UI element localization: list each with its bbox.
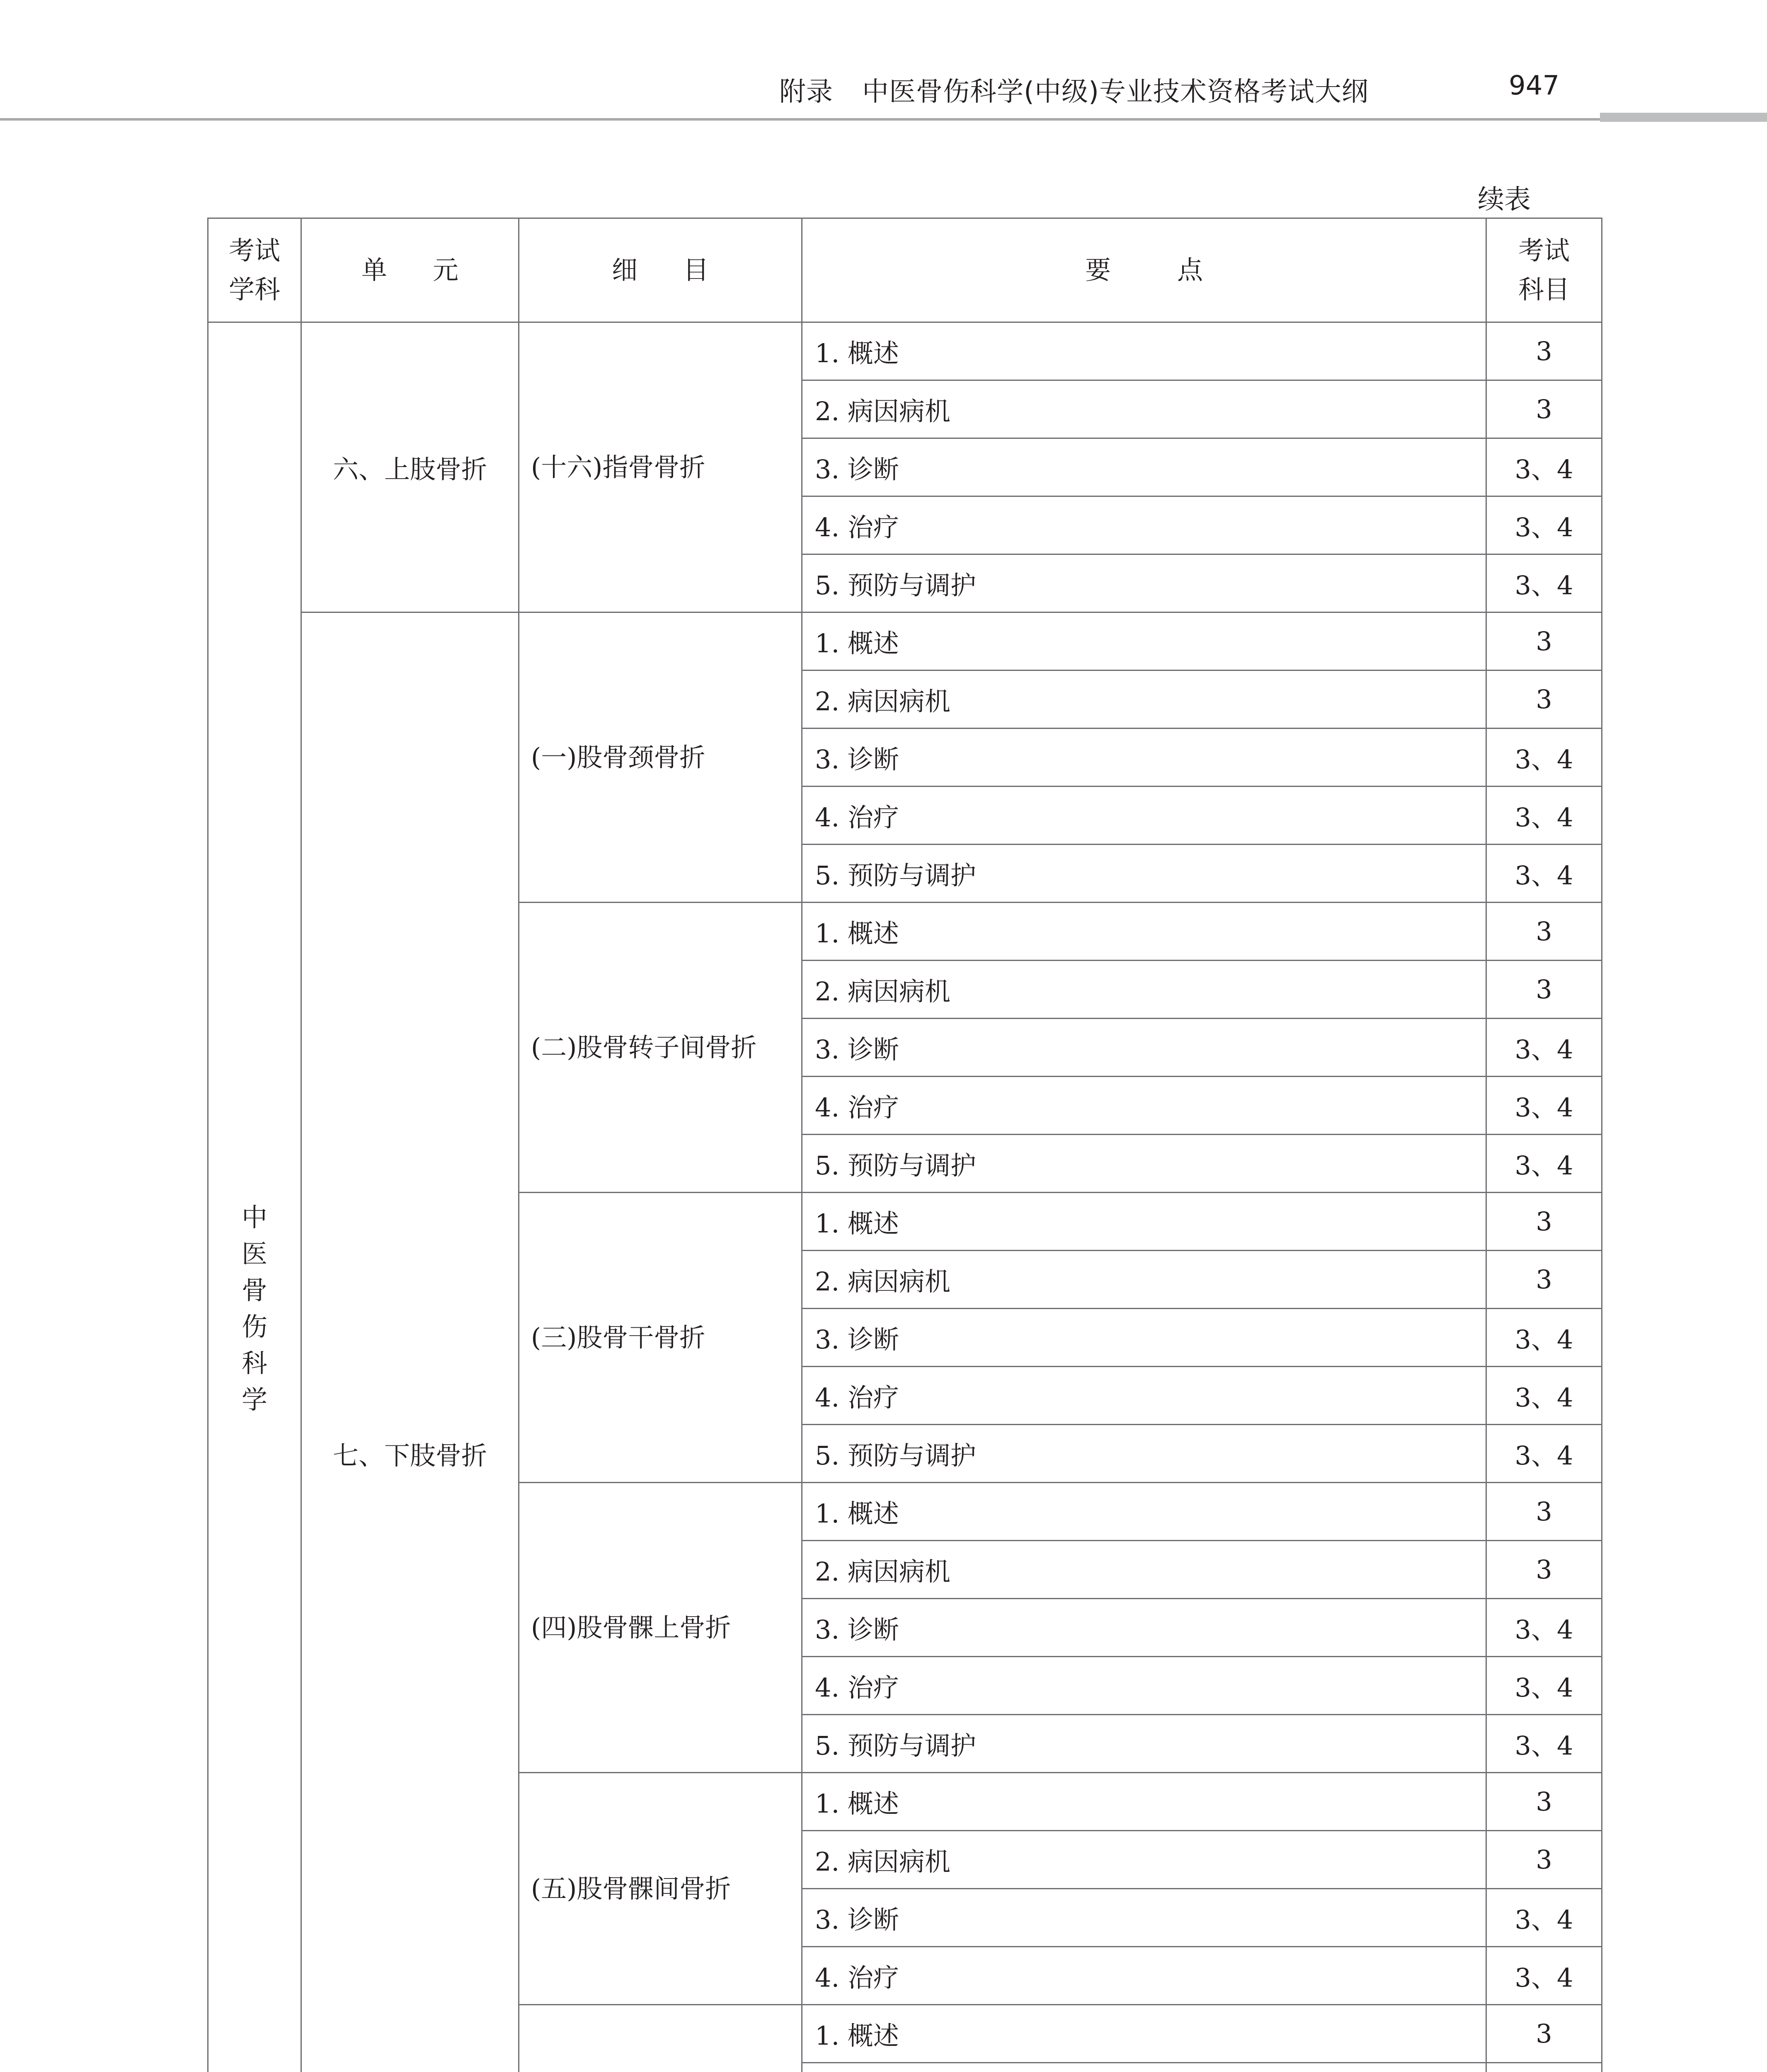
level-cell: 3: [1486, 2005, 1602, 2063]
level-cell: 3、4: [1486, 1077, 1602, 1135]
level-cell: 3: [1486, 1773, 1602, 1831]
unit-cell: 六、上肢骨折: [301, 322, 519, 612]
level-cell: 3、4: [1486, 1367, 1602, 1425]
point-cell: 2. 病因病机: [802, 961, 1486, 1019]
table-header-row: [208, 218, 1602, 322]
level-cell: 3: [1486, 1193, 1602, 1251]
level-cell: 3、4: [1486, 496, 1602, 554]
point-cell: 3. 诊断: [802, 438, 1486, 496]
point-cell: 4. 治疗: [802, 787, 1486, 845]
level-cell: 3: [1486, 961, 1602, 1019]
item-cell: (五)股骨髁间骨折: [519, 1773, 802, 2005]
column-header-subject: 考试 学科: [208, 218, 301, 322]
level-cell: 3: [1486, 1483, 1602, 1541]
level-cell: 3: [1486, 612, 1602, 670]
header-accent-bar: [1600, 113, 1767, 122]
point-cell: 4. 治疗: [802, 1367, 1486, 1425]
column-header-point: 要 点: [802, 218, 1486, 322]
level-cell: 3、4: [1486, 1715, 1602, 1773]
point-cell: 2. 病因病机: [802, 1251, 1486, 1309]
point-cell: 2. 病因病机: [802, 380, 1486, 438]
point-cell: 1. 概述: [802, 1483, 1486, 1541]
running-header: [0, 0, 1767, 124]
continued-label: 续表: [1478, 184, 1531, 215]
level-cell: 3: [1486, 380, 1602, 438]
level-cell: 3: [1486, 1541, 1602, 1599]
header-title: [779, 70, 1369, 109]
level-cell: 3: [1486, 670, 1602, 729]
point-cell: 1. 概述: [802, 2005, 1486, 2063]
level-cell: 3: [1486, 1831, 1602, 1889]
header-book-title: 中医骨伤科学(中级)专业技术资格考试大纲: [862, 77, 1369, 107]
point-cell: 1. 概述: [802, 903, 1486, 961]
table-row: [208, 612, 1602, 670]
level-cell: 3、4: [1486, 554, 1602, 612]
level-cell: 3: [1486, 903, 1602, 961]
point-cell: 5. 预防与调护: [802, 554, 1486, 612]
point-cell: 5. 预防与调护: [802, 1715, 1486, 1773]
level-cell: 3、4: [1486, 438, 1602, 496]
point-cell: 3. 诊断: [802, 1889, 1486, 1947]
point-cell: [802, 2063, 1486, 2072]
point-cell: 3. 诊断: [802, 1019, 1486, 1077]
level-cell: 3、4: [1486, 845, 1602, 903]
point-cell: 3. 诊断: [802, 1599, 1486, 1657]
level-cell: [1486, 2063, 1602, 2072]
item-cell: (一)股骨颈骨折: [519, 612, 802, 903]
level-cell: 3、4: [1486, 1947, 1602, 2005]
point-cell: 5. 预防与调护: [802, 1425, 1486, 1483]
point-cell: 2. 病因病机: [802, 670, 1486, 729]
level-cell: 3、4: [1486, 1425, 1602, 1483]
level-cell: 3、4: [1486, 787, 1602, 845]
column-header-item: 细 目: [519, 218, 802, 322]
subject-cell: [208, 322, 301, 2072]
level-cell: 3: [1486, 322, 1602, 380]
item-cell: (三)股骨干骨折: [519, 1193, 802, 1483]
point-cell: 2. 病因病机: [802, 1831, 1486, 1889]
table-row: [208, 322, 1602, 380]
point-cell: 2. 病因病机: [802, 1541, 1486, 1599]
level-cell: 3、4: [1486, 1019, 1602, 1077]
point-cell: 5. 预防与调护: [802, 1135, 1486, 1193]
item-cell: (四)股骨髁上骨折: [519, 1483, 802, 1773]
point-cell: 3. 诊断: [802, 729, 1486, 787]
syllabus-table: [207, 218, 1602, 2072]
point-cell: 1. 概述: [802, 1773, 1486, 1831]
level-cell: 3: [1486, 1251, 1602, 1309]
point-cell: 5. 预防与调护: [802, 845, 1486, 903]
item-cell: (十六)指骨骨折: [519, 322, 802, 612]
item-cell: (二)股骨转子间骨折: [519, 903, 802, 1193]
subject-label: 中医骨伤科学: [241, 1202, 267, 1415]
level-cell: 3、4: [1486, 1309, 1602, 1367]
column-header-unit: 单 元: [301, 218, 519, 322]
page-number: 947: [1509, 70, 1560, 101]
point-cell: 1. 概述: [802, 322, 1486, 380]
header-rule: [0, 118, 1600, 121]
unit-cell: 七、下肢骨折: [301, 612, 519, 2072]
level-cell: 3、4: [1486, 1657, 1602, 1715]
point-cell: 1. 概述: [802, 1193, 1486, 1251]
point-cell: 4. 治疗: [802, 496, 1486, 554]
point-cell: 1. 概述: [802, 612, 1486, 670]
point-cell: 4. 治疗: [802, 1077, 1486, 1135]
column-header-level: 考试 科目: [1486, 218, 1602, 322]
level-cell: 3、4: [1486, 729, 1602, 787]
point-cell: 4. 治疗: [802, 1947, 1486, 2005]
level-cell: 3、4: [1486, 1135, 1602, 1193]
header-section: 附录: [779, 77, 833, 107]
point-cell: 4. 治疗: [802, 1657, 1486, 1715]
level-cell: 3、4: [1486, 1889, 1602, 1947]
item-cell: [519, 2005, 802, 2072]
point-cell: 3. 诊断: [802, 1309, 1486, 1367]
level-cell: 3、4: [1486, 1599, 1602, 1657]
